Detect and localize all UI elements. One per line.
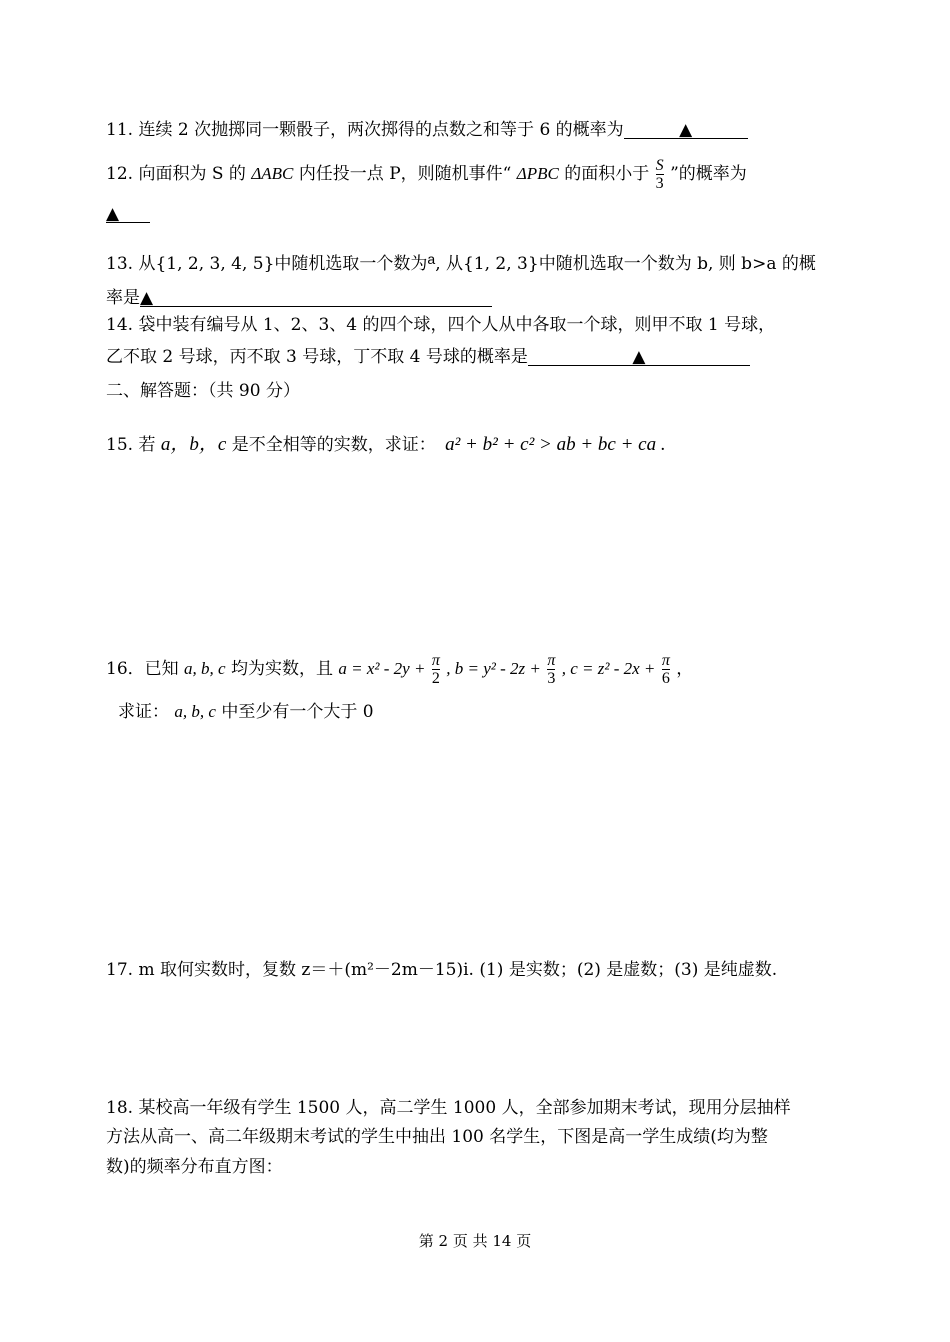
question-13 [106,247,816,276]
q13-text-b: , 从{1, 2, 3}中随机选取一个数为 b, 则 b>a 的概 [435,254,816,274]
q12-answer-blank: ▲ [106,204,150,223]
q16-frac-c-den: 6 [661,670,670,687]
q13-answer-blank: ▲ [140,288,492,307]
question-17: 17. m 取何实数时，复数 z＝＋(m²－2m－15)i. (1) 是实数；(2) 是虚数；(3) 是纯虚数. [106,960,778,980]
q13-var-a: a [427,251,436,267]
q15-text-a: 15. 若 [106,435,156,455]
q16-text-a: 16．已知 [106,659,179,679]
q16-frac-a-num: π [431,652,440,669]
q16-frac-pi-over-6 [662,652,670,687]
q16-frac-b-num: π [547,652,556,669]
q12-text-a: 12. 向面积为 S 的 [106,164,246,184]
question-18-line-1: 18. 某校高一年级有学生 1500 人，高二学生 1000 人，全部参加期末考试，现用分层抽样 [106,1098,791,1118]
q16-frac-pi-over-3 [547,652,555,687]
q12-text-d: ”的概率为 [670,164,747,184]
q16-frac-a-den: 2 [431,670,440,687]
q16-text-b: 均为实数，且 [231,659,333,679]
q12-text-b: 内任投一点 P，则随机事件“ [298,164,512,184]
q16-tail: ， [676,659,694,679]
question-12 [106,157,747,192]
q16-vars: a, b, c [184,659,226,678]
q16-frac-pi-over-2 [432,652,440,687]
q12-answer-line [106,202,150,226]
q13-text-c: 率是 [106,288,140,308]
page-footer: 第 2 页 共 14 页 [418,1232,532,1250]
question-11 [106,118,748,142]
q15-vars: a，b，c [160,434,227,455]
q16-eq-a: a = x² - 2y + [338,659,426,678]
question-18-line-2: 方法从高一、高二年级期末考试的学生中抽出 100 名学生，下图是高一学生成绩(均为整 [106,1127,768,1147]
q13-text-a: 13. 从{1, 2, 3, 4, 5}中随机选取一个数为 [106,254,428,274]
q16-proof-line [118,700,374,724]
q12-triangle-pbc: ΔPBC [516,164,559,183]
q12-text-c: 的面积小于 [564,164,650,184]
q16-proof-vars: a, b, c [174,702,216,721]
q16-eq-c: , c = z² - 2x + [561,659,656,678]
q12-fraction-s-over-3 [656,157,664,192]
section-2-heading: 二、解答题：（共 90 分） [106,381,300,401]
q12-frac-numerator: S [655,157,664,174]
question-14-line-2 [106,345,750,369]
q15-text-b: 是不全相等的实数，求证： [231,435,436,455]
question-14-line-1: 14. 袋中装有编号从 1、2、3、4 的四个球，四个人从中各取一个球，则甲不取 1 号球， [106,315,776,335]
q12-frac-denominator: 3 [655,175,664,192]
q11-text: 11. 连续 2 次抛掷同一颗骰子，两次掷得的点数之和等于 6 的概率为 [106,120,624,140]
q14-answer-blank: ▲ [528,347,750,366]
q16-proof-text: 中至少有一个大于 0 [221,702,374,722]
question-18-line-3: 数)的频率分布直方图： [106,1157,283,1177]
q16-frac-c-num: π [661,652,670,669]
q14-text: 乙不取 2 号球，丙不取 3 号球，丁不取 4 号球的概率是 [106,347,528,367]
q16-proof-label: 求证： [118,702,169,722]
q11-answer-blank: ▲ [624,120,748,139]
q16-frac-b-den: 3 [547,670,556,687]
question-15 [106,433,666,457]
question-16 [106,652,693,687]
q13-line-2 [106,286,492,310]
q12-triangle-abc: ΔABC [251,164,294,183]
q15-inequality: a² + b² + c² > ab + bc + ca . [445,434,666,455]
q16-eq-b: , b = y² - 2z + [446,659,541,678]
